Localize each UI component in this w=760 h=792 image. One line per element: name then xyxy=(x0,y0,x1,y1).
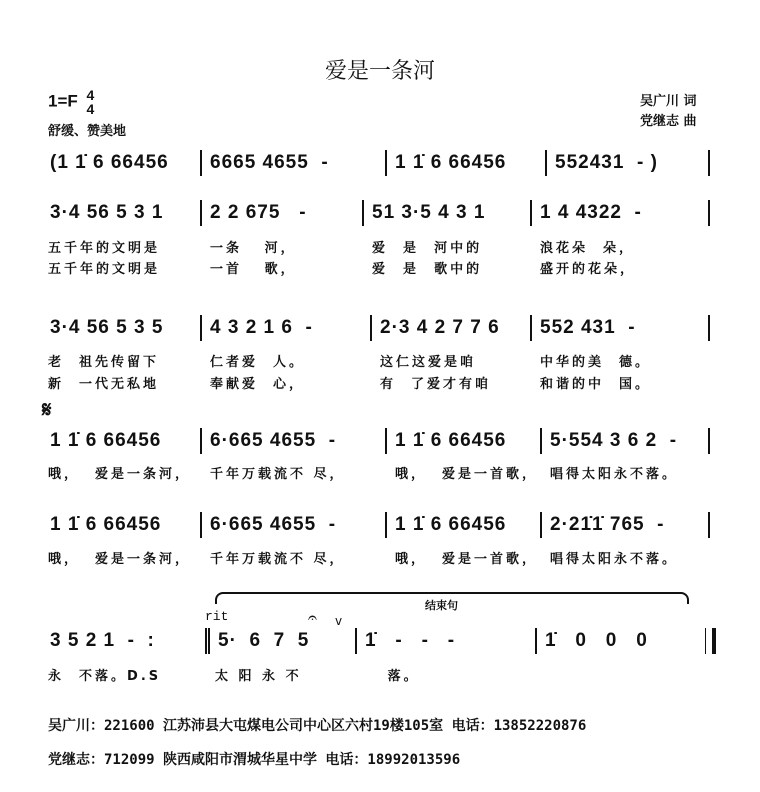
lyric-segment: 唱得太阳永不落。 xyxy=(550,467,679,482)
measure: 1 4 4322 - xyxy=(530,200,642,226)
measure: 2·3 4 2 7 7 6 xyxy=(370,315,500,341)
lyric-segment: 爱 是 歌中的 xyxy=(372,262,483,277)
score-row xyxy=(0,150,760,178)
measure: 1 1̇ 6 66456 xyxy=(50,430,162,451)
lyric-segment: 落。 xyxy=(365,669,420,684)
lyric-segment: 新 一代无私地 xyxy=(48,377,160,392)
bar-line-end xyxy=(705,628,716,654)
lyric-segment: 永 不落。D.S xyxy=(48,669,162,684)
score-row xyxy=(0,200,760,228)
measure: 2 2 675 - xyxy=(200,200,307,226)
measure: 3·4 56 5 3 5 xyxy=(50,317,164,338)
lyric-segment: 一条 河， xyxy=(210,241,297,256)
measure: 6665 4655 - xyxy=(200,150,329,176)
lyric-segment: 五千年的文明是 xyxy=(48,262,161,277)
measure: 5·554 3 6 2 - xyxy=(540,428,677,454)
lyric-segment: 爱 是 河中的 xyxy=(372,241,483,256)
song-title: 爱是一条河 xyxy=(324,59,435,84)
bar-line-end xyxy=(708,512,710,538)
measure: 2·21̇1̇ 765 - xyxy=(540,512,664,538)
rit-marking: rit xyxy=(205,609,229,624)
footer-line-lyricist: 吴广川：221600 江苏沛县大屯煤电公司中心区六村19楼105室 电话：13852220876 xyxy=(48,718,587,734)
lyric-segment: 哦， 爱是一首歌， xyxy=(395,552,539,567)
score-row xyxy=(0,315,760,343)
breath-mark: v xyxy=(335,614,343,628)
fermata-icon: 𝄐 xyxy=(308,608,317,627)
measure: 4 3 2 1 6 - xyxy=(200,315,313,341)
measure: 51 3·5 4 3 1 xyxy=(362,200,485,226)
lyric-segment: 和谐的中 国。 xyxy=(540,377,652,392)
bar-line-end xyxy=(708,428,710,454)
time-bottom: 4 xyxy=(86,101,95,117)
tempo-marking: 舒缓、赞美地 xyxy=(48,124,127,139)
measure: 1 1̇ 6 66456 xyxy=(385,512,506,538)
lyric-segment: 唱得太阳永不落。 xyxy=(550,552,679,567)
measure: 1 1̇ 6 66456 xyxy=(385,150,506,176)
time-signature xyxy=(87,88,95,116)
lyric-segment: 一首 歌， xyxy=(210,262,297,277)
segno-icon: 𝄋 xyxy=(42,398,52,423)
lyric-segment: 这仁这爱是咱 xyxy=(380,355,477,370)
measure: 5· 6 7 5 xyxy=(205,628,309,654)
ending-label: 结束句 xyxy=(425,599,458,612)
footer-line-composer: 党继志：712099 陕西咸阳市渭城华星中学 电话：18992013596 xyxy=(48,752,461,768)
key: 1=F xyxy=(48,91,78,111)
measure: 1̇ 0 0 0 xyxy=(535,628,648,654)
lyric-segment: 哦， 爱是一条河， xyxy=(48,552,192,567)
lyric-segment: 中华的美 德。 xyxy=(540,355,652,370)
measure: 6·665 4655 - xyxy=(200,512,336,538)
measure: 1 1̇ 6 66456 xyxy=(50,514,162,535)
score-row xyxy=(0,512,760,540)
lyric-segment: 奉献爱 心， xyxy=(210,377,306,392)
lyric-segment: 哦， 爱是一条河， xyxy=(48,467,192,482)
lyric-segment: 有 了爱才有咱 xyxy=(380,377,492,392)
lyric-segment: 千年万载流不 尽， xyxy=(210,552,346,567)
measure: 3 5 2 1 - : xyxy=(50,630,155,651)
measure: 1 1̇ 6 66456 xyxy=(385,428,506,454)
bar-line-end xyxy=(708,150,710,176)
bar-line-end xyxy=(708,200,710,226)
lyric-segment: 老 祖先传留下 xyxy=(48,355,160,370)
measure: 6·665 4655 - xyxy=(200,428,336,454)
lyricist: 吴广川 词 xyxy=(640,94,697,109)
measure: 1̇ - - - xyxy=(355,628,455,654)
score-row xyxy=(0,428,760,456)
bar-line-end xyxy=(708,315,710,341)
measure: 3·4 56 5 3 1 xyxy=(50,202,164,223)
lyric-segment: 仁者爱 人。 xyxy=(210,355,306,370)
lyric-segment: 盛开的花朵， xyxy=(540,262,637,277)
measure: 552431 - ) xyxy=(545,150,658,176)
measure: (1 1̇ 6 66456 xyxy=(50,152,169,173)
score-row xyxy=(0,628,760,656)
lyric-segment: 千年万载流不 尽， xyxy=(210,467,346,482)
lyric-segment: 太 阳 永 不 xyxy=(215,669,302,684)
lyric-segment: 浪花朵 朵， xyxy=(540,241,636,256)
measure: 552 431 - xyxy=(530,315,636,341)
key-signature xyxy=(48,88,94,116)
lyric-segment: 五千年的文明是 xyxy=(48,241,161,256)
lyric-segment: 哦， 爱是一首歌， xyxy=(395,467,539,482)
time-top: 4 xyxy=(86,87,95,103)
composer: 党继志 曲 xyxy=(640,114,697,129)
